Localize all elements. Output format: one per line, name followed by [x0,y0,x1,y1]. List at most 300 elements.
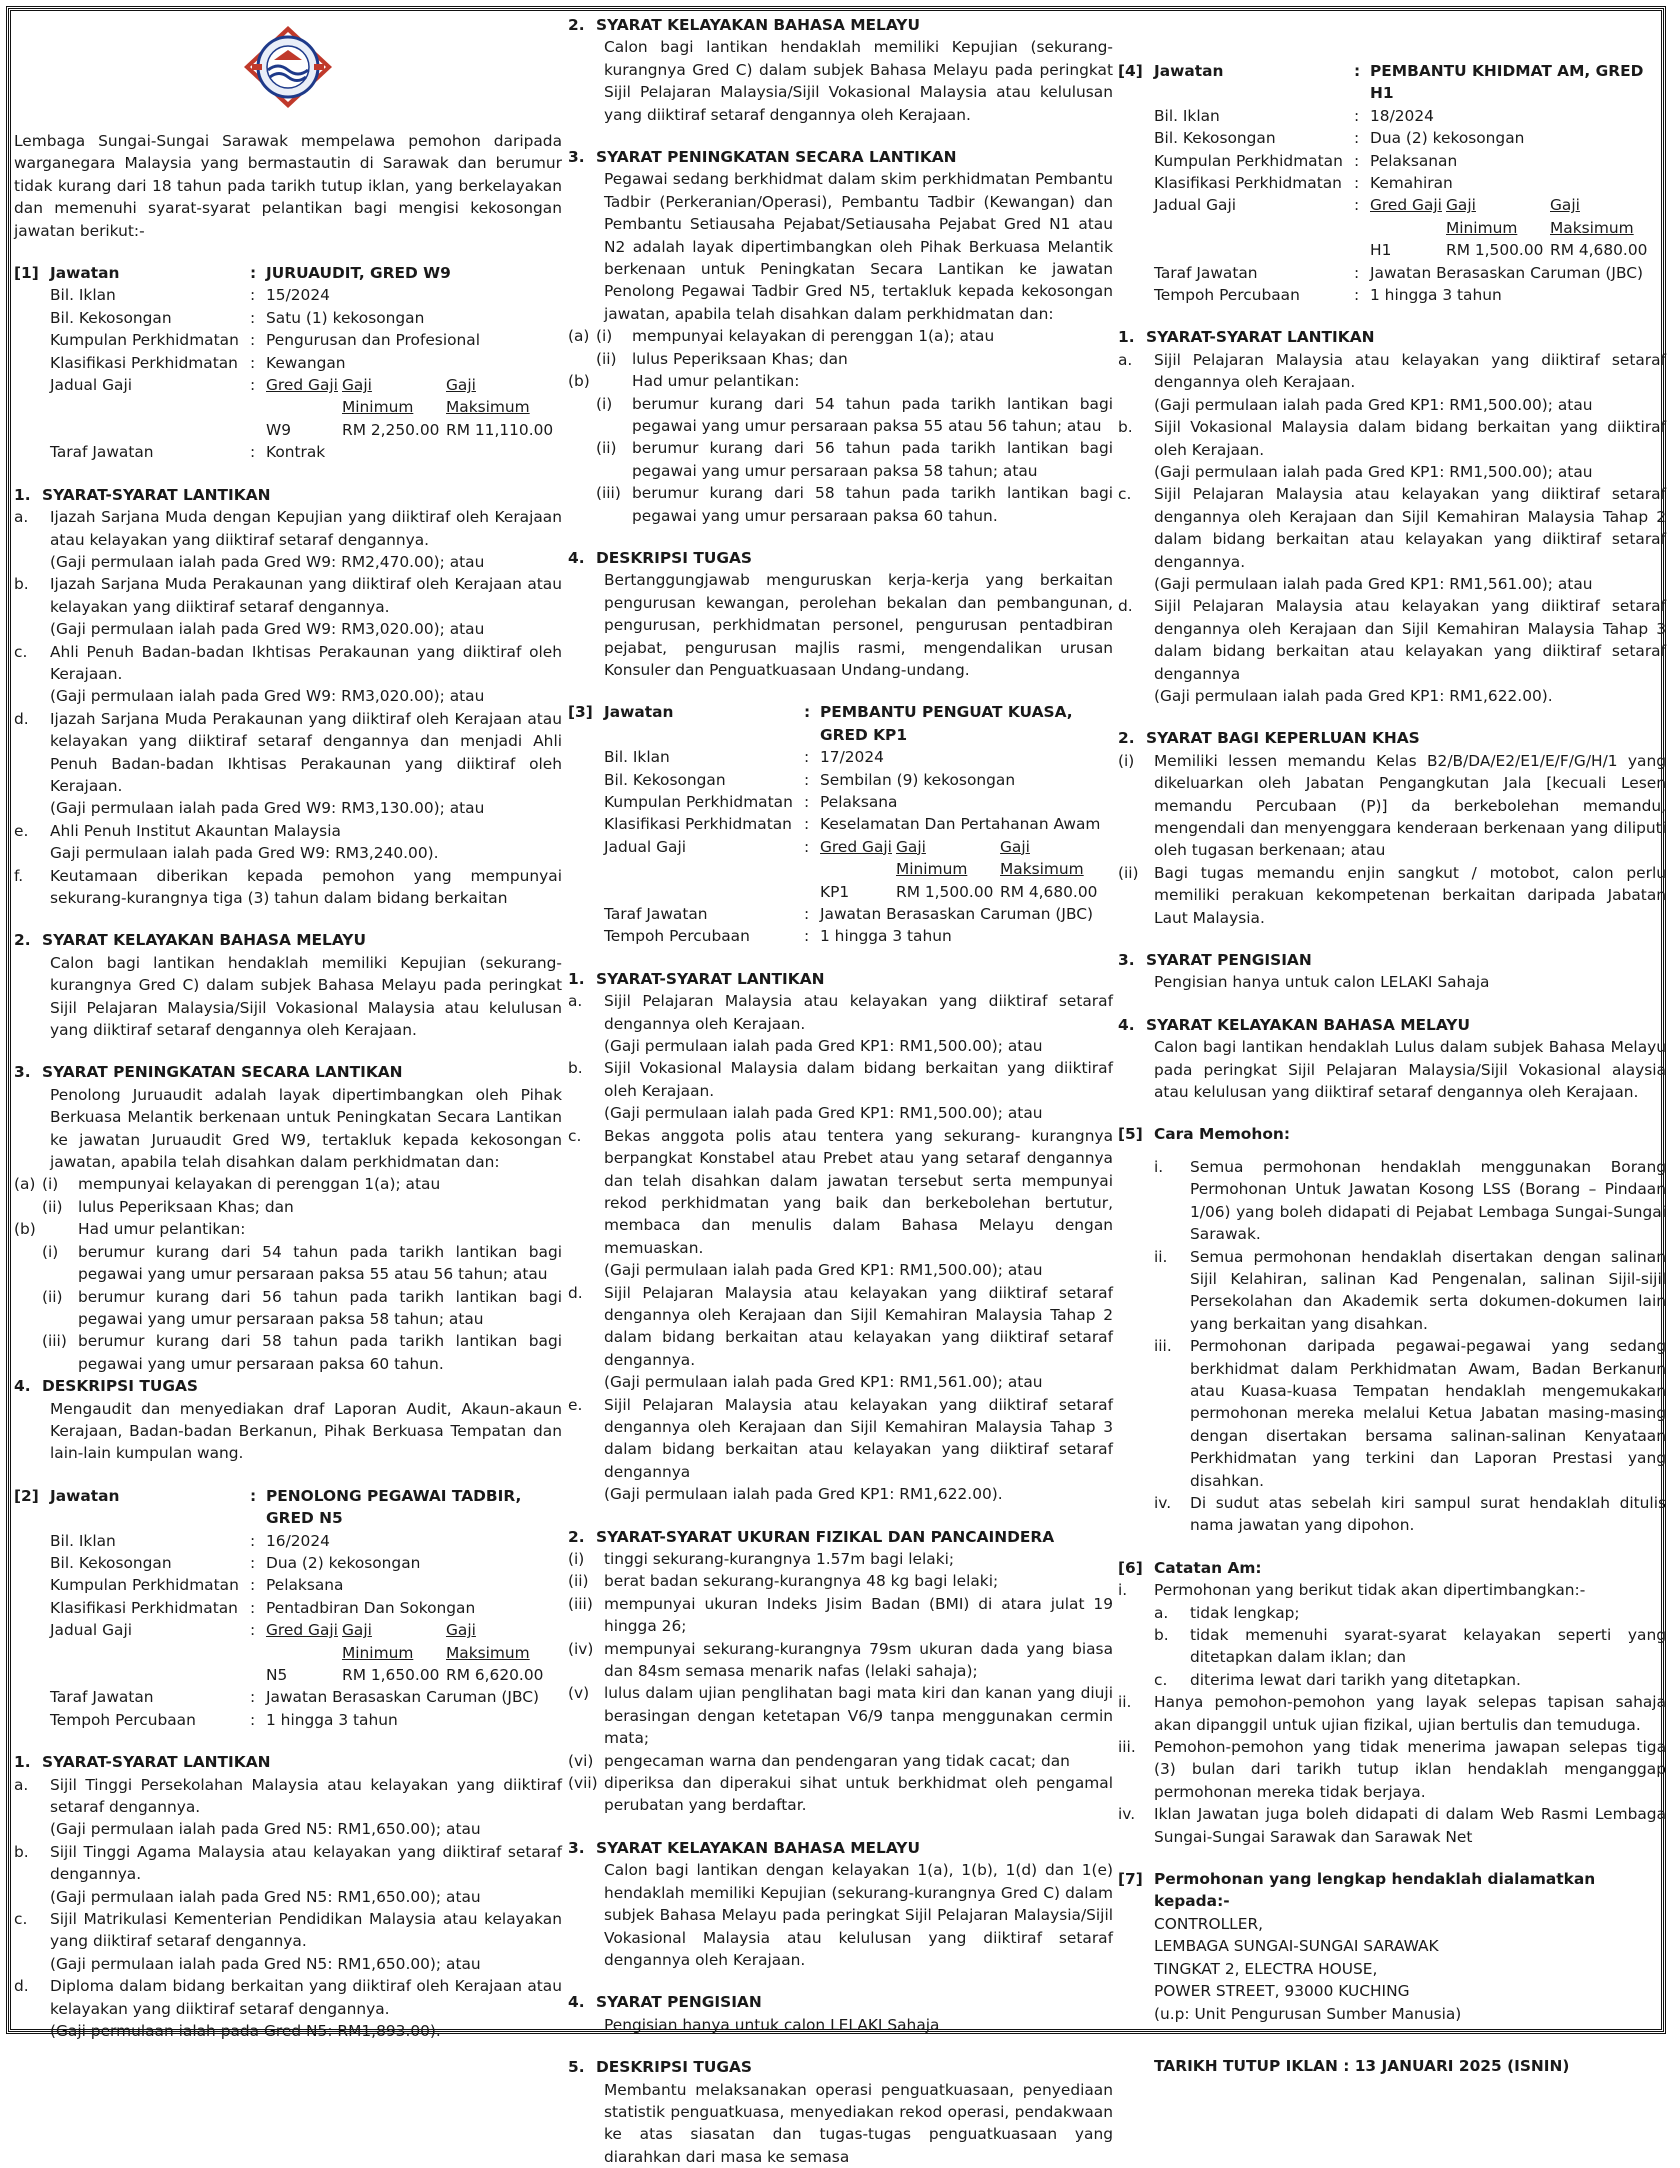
item-text: Pemohon-pemohon yang tidak menerima jawapan selepas tiga (3) bulan dari tarikh tutup iklan hendaklah menganggap permohonan mereka tidak berjaya. [1154,1738,1666,1801]
job3-s3-text: Calon bagi lantikan dengan kelayakan 1(a), 1(b), 1(d) dan 1(e) hendaklah memiliki Kepujian (sekurang-kurangnya Gred C) dalam subjek Bahasa Melayu pada peringkat Sijil Pelajaran Malaysia/Sijil Vokasional Malaysia atau kelulusan yang diiktiraf setaraf dengannya oleh Kerajaan. [604,1861,1113,1969]
job4-iklan: 18/2024 [1370,106,1434,125]
colon: : [250,331,256,350]
job3-iklan: 17/2024 [820,748,884,767]
item-salary-note: (Gaji permulaan ialah pada Gred N5: RM1,650.00); atau [50,1954,481,1973]
sub-item-text: berumur kurang dari 56 tahun pada tarikh lantikan bagi pegawai yang umur persaraan paksa 58 tahun; atau [632,439,1113,480]
job4-min: RM 1,500.00 [1446,241,1544,260]
item-text: Bagi tugas memandu enjin sangkut / motobot, calon perlu memiliki perakuan kekompetenan berkaitan daripada Jabatan Laut Malaysia. [1154,863,1666,927]
column-2 [568,14,1113,2168]
cara-heading [1118,1123,1666,1145]
address-line: CONTROLLER, [1154,1914,1264,1933]
section-title: Catatan Am: [1154,1558,1262,1577]
sub-item-label: (ii) [42,1197,63,1216]
list-item [568,1057,1113,1124]
item-label: (ii) [1118,863,1139,882]
item-text: mempunyai ukuran Indeks Jisim Badan (BMI) di atara julat 19 hingga 26; [604,1594,1113,1636]
label-klasifikasi: Klasifikasi Perkhidmatan [50,1598,238,1617]
job1-klasifikasi: Kewangan [266,353,346,372]
colon: : [250,1621,256,1640]
list-item [568,1593,1113,1638]
job1-s4-heading [14,1375,562,1397]
address-line: TINGKAT 2, ELECTRA HOUSE, [1154,1959,1378,1978]
item-salary-note: (Gaji permulaan ialah pada Gred KP1: RM1,500.00); atau [1154,395,1593,414]
section-title: SYARAT-SYARAT LANTIKAN [1146,328,1375,347]
lss-logo-icon [242,24,334,110]
item-label: a. [14,1775,29,1794]
job3-kekosongan: Sembilan (9) kekosongan [820,770,1016,789]
lss-logo [14,24,562,110]
section-title: SYARAT KELAYAKAN BAHASA MELAYU [596,16,920,34]
section-title: SYARAT PENGISIAN [596,1993,762,2012]
job3-s5-text: Membantu melaksanakan operasi penguatkuasaan, penyediaan statistik penguatkuasa, menyediakan rekod operasi, pendakwaan ke atas siasatan dan tugas-tugas penguatkuasaan yang diarahkan dari masa ke semasa [604,2080,1113,2166]
item-label: c. [14,642,28,661]
section-title: DESKRIPSI TUGAS [596,548,752,567]
sub-item-label [14,1286,42,1331]
item-text [1154,483,1666,595]
colon: : [1354,196,1360,215]
item-salary-note: (Gaji permulaan ialah pada Gred KP1: RM1,622.00). [1154,686,1553,705]
colon: : [250,376,256,395]
sub-item-label: (ii) [42,1287,63,1306]
sub-item-text: berumur kurang dari 58 tahun pada tarikh lantikan bagi pegawai yang umur persaraan paksa 60 tahun. [78,1332,562,1373]
job3-min: RM 1,500.00 [896,882,994,901]
colon: : [1354,174,1360,193]
section-number: 5. [568,2058,585,2077]
job2-kumpulan: Pelaksana [266,1576,344,1595]
section-number: [7] [1118,1870,1143,1889]
job2-s3-heading [568,146,1113,168]
list-item [14,1774,562,1841]
item-text [50,865,562,910]
sub-item [14,1196,562,1218]
job2-s4-heading [568,547,1113,569]
item-text [604,1125,1113,1282]
colon: : [250,1576,256,1595]
label-jadual: Jadual Gaji [50,376,133,395]
column-1 [14,14,562,2043]
sub-item-label [14,1241,42,1286]
item-label: (iii) [568,1594,593,1613]
item-text: tinggi sekurang-kurangnya 1.57m bagi lelaki; [604,1550,955,1568]
item-text: mempunyai sekurang-kurangnya 79sm ukuran dada yang biasa dan 84sm semasa menarik nafas (lelaki sahaja); [604,1639,1113,1681]
section-number: 2. [568,1527,585,1546]
item-text: Hanya pemohon-pemohon yang layak selepas tapisan sahaja akan dipanggil untuk ujian fizikal, ujian bertulis dan temuduga. [1154,1693,1666,1734]
item-label: d. [14,709,29,728]
job2-s3-sublist [568,325,1113,527]
item-label: f. [14,866,24,885]
item-text [50,1774,562,1841]
job1-header [14,262,562,464]
label-gaji-max: Gaji Maksimum [446,376,530,417]
sub-item [568,370,1113,392]
job2-salary-table [266,1619,562,1686]
sub-item [568,325,1113,347]
item-label: b. [14,1842,29,1861]
colon: : [804,748,810,767]
item-label: a. [1118,350,1133,369]
item-salary-note: (Gaji permulaan ialah pada Gred W9: RM2,470.00); atau [50,552,485,571]
colon: : [250,308,256,327]
item-body: Ahli Penuh Institut Akauntan Malaysia [50,821,341,840]
list-item [1118,416,1666,483]
job2-tempoh: 1 hingga 3 tahun [266,1710,398,1729]
job2-gred: N5 [266,1666,288,1684]
list-item [14,865,562,910]
job4-taraf: Jawatan Berasaskan Caruman (JBC) [1370,263,1643,282]
section-number: 4. [1118,1015,1135,1034]
job4-gred: H1 [1370,241,1392,260]
job4-s3-heading [1118,949,1666,971]
sub-item-text: lulus Peperiksaan Khas; dan [78,1197,294,1216]
item-body: Sijil Pelajaran Malaysia atau kelayakan yang diiktiraf setaraf dengannya oleh Kerajaan dan Sijil Kemahiran Malaysia Tahap 3 dalam bidang berkaitan atau kelayakan yang diiktiraf setaraf dengannya [604,1395,1113,1481]
job1-s2-text: Calon bagi lantikan hendaklah memiliki Kepujian (sekurang-kurangnya Gred C) dalam subjek Bahasa Melayu pada peringkat Sijil Pelajaran Malaysia/Sijil Vokasional Malaysia atau kelulusan yang diiktiraf setaraf dengannya oleh Kerajaan. [50,953,562,1040]
item-body: Ijazah Sarjana Muda Perakaunan yang diiktiraf oleh Kerajaan atau kelayakan yang diiktiraf setaraf dengannya. [50,575,562,616]
job3-s5-heading [568,2056,1113,2078]
item-text [1154,416,1666,483]
label-tempoh: Tempoh Percubaan [604,927,750,946]
job2-s2-heading [568,14,1113,36]
colon: : [1354,286,1360,305]
item-salary-note: (Gaji permulaan ialah pada Gred KP1: RM1,561.00); atau [604,1373,1043,1392]
colon: : [1354,129,1360,148]
item-body: Bekas anggota polis atau tentera yang sekurang- kurangnya berpangkat Konstabel atau Prebet atau yang setaraf dengannya dan telah disahkan dalam jawatan tersebut serta mempunyai rekod perkhidmatan yang baik dan berkebolehan bertutur, membaca dan menulis dalam Bahasa Melayu dengan memuaskan. [604,1126,1113,1257]
list-item [1118,862,1666,929]
item-body: Ahli Penuh Badan-badan Ikhtisas Perakaunan yang diiktiraf oleh Kerajaan. [50,642,562,683]
section-number: 1. [14,485,31,504]
list-item [1118,1624,1666,1669]
sub-item-text: berumur kurang dari 54 tahun pada tarikh lantikan bagi pegawai yang umur persaraan paksa 55 atau 56 tahun; atau [632,394,1113,435]
list-item [568,1750,1113,1772]
sub-item [568,393,1113,438]
label-tempoh: Tempoh Percubaan [50,1710,196,1729]
item-text: diterima lewat dari tarikh yang ditetapkan. [1190,1670,1521,1689]
sub-item-label [42,1218,78,1240]
sub-item-text: lulus Peperiksaan Khas; dan [632,349,848,368]
section-title: SYARAT KELAYAKAN BAHASA MELAYU [596,1838,920,1857]
job4-s1-list [1118,349,1666,708]
job2-klasifikasi: Pentadbiran Dan Sokongan [266,1598,476,1617]
section-number: 1. [568,969,585,988]
job2-taraf: Jawatan Berasaskan Caruman (JBC) [266,1688,539,1707]
section-number: 2. [1118,729,1135,748]
item-label: iii. [1154,1337,1172,1356]
item-label: iii. [1118,1738,1136,1757]
list-item [14,1975,562,2042]
list-item [1118,750,1666,862]
label-bil-kekosongan: Bil. Kekosongan [50,308,172,327]
sub-item-text: berumur kurang dari 56 tahun pada tarikh lantikan bagi pegawai yang umur persaraan paksa 58 tahun; atau [78,1287,562,1328]
label-bil-iklan: Bil. Iklan [50,1531,116,1550]
section-title: SYARAT-SYARAT LANTIKAN [42,485,271,504]
sub-item-label [568,482,596,527]
sub-item-label: (i) [42,1175,59,1194]
colon: : [250,1553,256,1572]
item-text: Semua permohonan hendaklah disertakan dengan salinan Sijil Kelahiran, salinan Kad Pengenalan, salinan Sijil-sijil Persekolahan dan Akademik serta dokumen-dokumen lain yang berkaitan yang disahkan. [1190,1247,1666,1333]
item-label: a. [14,508,29,527]
job2-title: PENOLONG PEGAWAI TADBIR, GRED N5 [266,1486,522,1528]
sub-item-text: berumur kurang dari 54 tahun pada tarikh lantikan bagi pegawai yang umur persaraan paksa 55 atau 56 tahun; atau [78,1242,562,1284]
item-text [50,1908,562,1975]
colon: : [804,703,811,722]
label-gred-gaji: Gred Gaji [1370,196,1442,215]
item-salary-note: (Gaji permulaan ialah pada Gred KP1: RM1,561.00); atau [1154,574,1593,593]
job3-salary-table [820,836,1113,903]
job2-header [14,1485,562,1731]
item-text [50,708,562,820]
item-text [50,1975,562,2042]
section-title: SYARAT PENINGKATAN SECARA LANTIKAN [596,148,957,167]
sub-item-label: (i) [596,394,613,413]
item-text: berat badan sekurang-kurangnya 48 kg bagi lelaki; [604,1572,999,1591]
job1-iklan: 15/2024 [266,286,330,305]
item-text [604,1282,1113,1394]
sub-item-label: (a) [14,1175,36,1194]
job1-s3-heading [14,1061,562,1083]
sub-item-label [14,1330,42,1375]
label-tempoh: Tempoh Percubaan [1154,286,1300,305]
section-title: SYARAT-SYARAT LANTIKAN [42,1753,271,1772]
job1-title: JURUAUDIT, GRED W9 [266,264,451,283]
item-salary-note: (Gaji permulaan ialah pada Gred W9: RM3,130.00); atau [50,799,485,818]
item-salary-note: (Gaji permulaan ialah pada Gred N5: RM1,650.00); atau [50,1820,481,1839]
sub-item-text: Had umur pelantikan: [78,1220,246,1239]
label-taraf: Taraf Jawatan [1154,263,1258,282]
colon: : [804,770,810,789]
job4-s2-heading [1118,727,1666,749]
item-text [50,641,562,708]
section-number: 3. [568,148,585,167]
list-item [1118,1335,1666,1492]
label-bil-kekosongan: Bil. Kekosongan [50,1553,172,1572]
item-text [50,573,562,640]
job2-s3-text: Pegawai sedang berkhidmat dalam skim perkhidmatan Pembantu Tadbir (Perkeranian/Operasi), Pembantu Tadbir (Kewangan) dan Pembantu Setiausaha Pejabat/Setiausaha Pejabat Gred N1 atau N2 adalah layak dipertimbangkan oleh Pihak Berkuasa Melantik berkenaan untuk Peningkatan Secara Lantikan ke jawatan Penolong Pegawai Tadbir Gred N5, tertakluk kepada kekosongan jawatan, apabila telah disahkan dalam perkhidmatan dan: [604,170,1113,323]
closing-date: TARIKH TUTUP IKLAN : 13 JANUARI 2025 (ISNIN) [1154,2056,1570,2075]
job4-s4-heading [1118,1014,1666,1036]
sub-item-text: berumur kurang dari 58 tahun pada tarikh lantikan bagi pegawai yang umur persaraan paksa 60 tahun. [632,484,1113,525]
sub-item [14,1286,562,1331]
job3-tempoh: 1 hingga 3 tahun [820,927,952,946]
sub-item-label: (iii) [42,1332,67,1351]
list-item [1118,1156,1666,1246]
job1-max: RM 11,110.00 [446,420,554,439]
section-title: SYARAT KELAYAKAN BAHASA MELAYU [1146,1015,1470,1034]
item-label: (i) [1118,751,1135,770]
job4-s1-heading [1118,326,1666,348]
label-gred-gaji: Gred Gaji [266,1621,338,1640]
item-text [50,820,562,865]
job2-kekosongan: Dua (2) kekosongan [266,1553,421,1572]
job1-number: [1] [14,264,39,283]
label-klasifikasi: Klasifikasi Perkhidmatan [604,815,792,834]
list-item [1118,1492,1666,1537]
list-item [568,990,1113,1057]
item-salary-note: (Gaji permulaan ialah pada Gred W9: RM3,020.00); atau [50,687,485,706]
label-jawatan: Jawatan [1154,62,1224,80]
section-number: 3. [1118,951,1135,970]
sub-item [14,1218,562,1240]
colon: : [250,264,257,283]
label-jawatan: Jawatan [50,1486,120,1505]
item-label: d. [568,1283,583,1302]
list-item [14,1908,562,1975]
item-label: (vii) [568,1774,598,1793]
section-number: 4. [14,1377,31,1396]
label-kumpulan: Kumpulan Perkhidmatan [50,1576,239,1595]
list-item [1118,595,1666,707]
intro-text: Lembaga Sungai-Sungai Sarawak mempelawa pemohon daripada warganegara Malaysia yang bermastautin di Sarawak dan berumur tidak kurang dari 18 tahun pada tarikh tutup iklan, yang berkelayakan dan memenuhi syarat-syarat pelantikan bagi mengisi kekosongan jawatan berikut:- [14,132,562,240]
item-label: c. [1118,485,1132,504]
job3-number: [3] [568,703,593,722]
job2-s4-text: Bertanggungjawab menguruskan kerja-kerja yang berkaitan pengurusan kewangan, perolehan bekalan dan pembangunan, pengurusan, perkhidmatan personel, pengurusan pentadbiran pejabat, pengurusan majlis rasmi, mengendalikan urusan Konsuler dan Penguatkuasaan Undang-undang. [604,571,1113,679]
item-label: e. [568,1395,583,1414]
list-item [1118,1669,1666,1691]
label-taraf: Taraf Jawatan [50,1688,154,1707]
list-item [1118,483,1666,595]
section-title: SYARAT-SYARAT LANTIKAN [596,969,825,988]
list-item [568,1394,1113,1506]
section-title: SYARAT-SYARAT UKURAN FIZIKAL DAN PANCAINDERA [596,1527,1055,1546]
sub-item-label: (b) [568,372,590,391]
list-item [14,641,562,708]
label-jawatan: Jawatan [604,703,674,722]
sub-item-text: mempunyai kelayakan di perenggan 1(a); atau [78,1175,441,1194]
item-label: c. [14,1910,28,1929]
colon: : [250,443,256,462]
sub-item [14,1241,562,1286]
cara-list [1118,1156,1666,1537]
sub-item-label [596,370,632,392]
job3-header [568,701,1113,947]
item-label: a. [568,992,583,1011]
job3-s4-text: Pengisian hanya untuk calon LELAKI Sahaja [604,2015,940,2034]
item-salary-note: (Gaji permulaan ialah pada Gred KP1: RM1,500.00); atau [604,1104,1043,1123]
item-body: Diploma dalam bidang berkaitan yang diiktiraf oleh Kerajaan atau kelayakan yang diiktiraf setaraf dengannya. [50,1977,562,2018]
item-label: e. [14,821,29,840]
job4-s4-text: Calon bagi lantikan hendaklah Lulus dalam subjek Bahasa Melayu pada peringkat Sijil Pelajaran Malaysia/Sijil Vokasional alaysia atau kelulusan yang diiktiraf setaraf dengannya oleh Kerajaan. [1154,1038,1666,1102]
sub-item-label [14,1196,42,1218]
job4-number: [4] [1118,62,1143,80]
label-klasifikasi: Klasifikasi Perkhidmatan [50,353,238,372]
section-title: DESKRIPSI TUGAS [42,1377,198,1396]
item-text: tidak lengkap; [1190,1603,1300,1622]
item-body: Sijil Vokasional Malaysia dalam bidang berkaitan yang diiktiraf oleh Kerajaan. [604,1059,1113,1100]
job1-s4-text: Mengaudit dan menyediakan draf Laporan Audit, Akaun-akaun Kerajaan, Badan-badan Berkanun, Pihak Berkuasa Tempatan dan lain-lain kumpulan wang. [50,1399,562,1463]
catatan-item [1118,1579,1666,1601]
job4-s3-text: Pengisian hanya untuk calon LELAKI Sahaja [1154,973,1490,992]
sub-item-label: (i) [42,1242,59,1261]
address-line: LEMBAGA SUNGAI-SUNGAI SARAWAK [1154,1937,1439,1956]
item-label: d. [1118,597,1133,616]
section-number: 3. [14,1063,31,1082]
label-gred-gaji: Gred Gaji [820,837,892,856]
item-label: a. [1154,1603,1169,1622]
list-item [568,1638,1113,1683]
sub-item [568,437,1113,482]
label-kumpulan: Kumpulan Perkhidmatan [1154,151,1343,170]
job4-salary-table [1370,194,1666,261]
label-jawatan: Jawatan [50,264,120,283]
item-label: ii. [1118,1693,1132,1712]
item-label: b. [568,1059,583,1078]
sub-item-label: (a) [568,327,590,346]
label-bil-iklan: Bil. Iklan [50,286,116,305]
item-text [1154,349,1666,416]
item-label: iv. [1118,1805,1136,1824]
section-number: [6] [1118,1558,1143,1577]
colon: : [1354,62,1361,80]
sub-item [14,1330,562,1375]
list-item [568,1282,1113,1394]
item-label: (iv) [568,1639,594,1658]
job1-s3-text: Penolong Juruaudit adalah layak dipertimbangkan oleh Pihak Berkuasa Melantik berkenaan untuk Peningkatan Secara Lantikan ke jawatan Juruaudit Gred W9, tertakluk kepada kekosongan jawatan, apabila telah disahkan dalam perkhidmatan dan: [50,1085,562,1172]
list-item [1118,1736,1666,1803]
item-text [1154,595,1666,707]
sub-item-label: (ii) [596,349,617,368]
list-item [1118,1803,1666,1848]
section-title: SYARAT BAGI KEPERLUAN KHAS [1146,729,1420,748]
label-bil-kekosongan: Bil. Kekosongan [604,770,726,789]
job4-klasifikasi: Kemahiran [1370,174,1453,193]
item-text: Permohonan daripada pegawai-pegawai yang sedang berkhidmat dalam Perkhidmatan Awam, Badan Berkanun atau Kuasa-kuasa Tempatan hendaklah mengemukakan permohonan mereka melalui Ketua Jabatan masing-masing dengan disertakan bersama salinan-salinan Kenyataan Perkhidmatan yang terkini dan Laporan Prestasi yang disahkan. [1190,1337,1666,1490]
list-item [1118,1602,1666,1624]
sub-item [568,348,1113,370]
item-salary-note: (Gaji permulaan ialah pada Gred KP1: RM1,500.00); atau [604,1261,1043,1280]
sub-item-text: mempunyai kelayakan di perenggan 1(a); atau [632,327,995,346]
item-body: Sijil Pelajaran Malaysia atau kelayakan yang diiktiraf setaraf dengannya oleh Kerajaan. [1154,350,1666,392]
job4-kumpulan: Pelaksanan [1370,151,1458,170]
sub-item-text: Had umur pelantikan: [632,372,800,391]
job3-s2-heading [568,1526,1113,1548]
list-item [1118,1246,1666,1336]
sub-item-label: (i) [596,327,613,346]
alamat-heading [1118,1868,1666,1913]
list-item [14,708,562,820]
colon: : [804,837,810,856]
section-title: Permohonan yang lengkap hendaklah dialamatkan kepada:- [1154,1870,1596,1911]
job1-s3-sublist [14,1173,562,1375]
item-salary-note: (Gaji permulaan ialah pada Gred N5: RM1,893.00). [50,2022,441,2041]
section-number: 4. [568,1993,585,2012]
section-title: DESKRIPSI TUGAS [596,2058,752,2077]
item-salary-note: (Gaji permulaan ialah pada Gred N5: RM1,650.00); atau [50,1887,481,1906]
job4-kekosongan: Dua (2) kekosongan [1370,129,1525,148]
item-body: Sijil Pelajaran Malaysia atau kelayakan yang diiktiraf setaraf dengannya oleh Kerajaan dan Sijil Kemahiran Malaysia Tahap 2 dalam bidang berkaitan atau kelayakan yang diiktiraf setaraf dengannya. [604,1283,1113,1369]
item-body: Keutamaan diberikan kepada pemohon yang mempunyai sekurang-kurangnya tiga (3) tahun dalam bidang berkaitan [50,866,562,907]
colon: : [250,1598,256,1617]
colon: : [250,286,256,305]
item-text: tidak memenuhi syarat-syarat kelayakan seperti yang ditetapkan dalam iklan; dan [1190,1626,1666,1667]
label-jadual: Jadual Gaji [50,1621,133,1640]
section-number: 1. [14,1753,31,1772]
item-text [604,1057,1113,1124]
item-label: c. [568,1126,582,1145]
job2-s2-text: Calon bagi lantikan hendaklah memiliki Kepujian (sekurang-kurangnya Gred C) dalam subjek Bahasa Melayu pada peringkat Sijil Pelajaran Malaysia/Sijil Vokasional Malaysia atau kelulusan yang diiktiraf setaraf dengannya oleh Kerajaan. [604,38,1113,124]
label-bil-iklan: Bil. Iklan [604,748,670,767]
job1-gred: W9 [266,420,292,439]
colon: : [1354,106,1360,125]
label-gaji-min: Gaji Minimum [342,1621,414,1662]
colon: : [804,815,810,834]
job3-s2-list [568,1548,1113,1817]
job2-max: RM 6,620.00 [446,1666,544,1684]
item-body: Sijil Matrikulasi Kementerian Pendidikan Malaysia atau kelayakan yang diiktiraf setaraf dengannya. [50,1910,562,1951]
sub-item-label: (iii) [596,484,621,503]
colon: : [250,1486,257,1505]
label-taraf: Taraf Jawatan [50,443,154,462]
item-text [604,1394,1113,1506]
section-number: 3. [568,1838,585,1857]
item-text: pengecaman warna dan pendengaran yang tidak cacat; dan [604,1751,1070,1770]
